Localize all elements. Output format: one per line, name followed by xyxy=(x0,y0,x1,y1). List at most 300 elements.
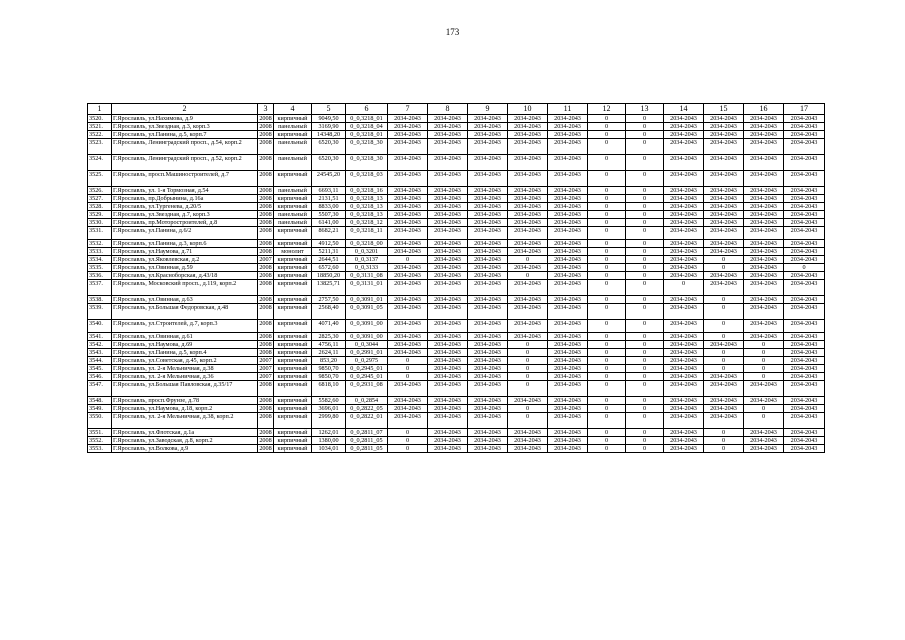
table-cell: 0 xyxy=(388,357,428,365)
table-cell: 2034-2043 xyxy=(468,240,508,248)
table-cell: 0 xyxy=(744,373,784,381)
address-cell: Г.Ярославль, ул.Наумова, д.71 xyxy=(112,248,258,256)
table-cell: 0 xyxy=(704,365,744,373)
table-cell: 2034-2043 xyxy=(508,131,548,139)
table-cell: 6572,60 xyxy=(312,264,346,272)
table-cell: 2034-2043 xyxy=(704,131,744,139)
table-row xyxy=(88,445,825,453)
table-row xyxy=(88,373,825,381)
address-cell: Г.Ярославль, ул.Тургенева, д.20/5 xyxy=(112,203,258,211)
table-cell: 2034-2043 xyxy=(664,272,704,280)
table-cell: 2034-2043 xyxy=(508,264,548,272)
table-cell: 2034-2043 xyxy=(664,296,704,304)
table-cell: 2034-2043 xyxy=(468,373,508,381)
table-cell: 0 xyxy=(588,381,626,397)
address-cell: Г.Ярославль, ул.Заводская, д.8, корп.2 xyxy=(112,437,258,445)
column-header: 10 xyxy=(508,104,548,115)
table-cell: 853,20 xyxy=(312,357,346,365)
table-cell: кирпичный xyxy=(274,445,312,453)
table-cell: 0 xyxy=(588,187,626,195)
address-cell: Г.Ярославль, ул.Волкова, д.9 xyxy=(112,445,258,453)
table-cell: 2034-2043 xyxy=(784,365,825,373)
table-cell: 2034-2043 xyxy=(428,373,468,381)
address-cell: Г.Ярославль, просп.Машиностроителей, д.7 xyxy=(112,171,258,187)
table-cell: 2034-2043 xyxy=(508,333,548,341)
table-cell: 0 xyxy=(626,264,664,272)
table-cell: 2034-2043 xyxy=(664,429,704,437)
table-cell: 0_0,3218_13 xyxy=(346,195,388,203)
table-cell: 0 xyxy=(508,413,548,429)
table-cell: 0 xyxy=(626,248,664,256)
table-cell: 0 xyxy=(588,429,626,437)
address-cell: Г.Ярославль, Ленинградский просп., д.54, корп.2 xyxy=(112,139,258,155)
table-cell: 2034-2043 xyxy=(508,304,548,320)
table-cell: 2034-2043 xyxy=(468,296,508,304)
table-cell: 2034-2043 xyxy=(664,413,704,429)
table-row xyxy=(88,155,825,171)
table-cell: 0 xyxy=(588,131,626,139)
table-cell: 2034-2043 xyxy=(468,437,508,445)
table-cell: 2034-2043 xyxy=(784,187,825,195)
table-cell: 0 xyxy=(626,131,664,139)
table-cell: 2034-2043 xyxy=(548,304,588,320)
table-cell: кирпичный xyxy=(274,296,312,304)
table-cell: 3524. xyxy=(88,155,112,171)
table-cell: 2034-2043 xyxy=(388,203,428,211)
table-cell: 2034-2043 xyxy=(784,227,825,240)
table-cell: 3530. xyxy=(88,219,112,227)
table-row xyxy=(88,381,825,397)
table-cell: 2034-2043 xyxy=(508,171,548,187)
table-cell: 2034-2043 xyxy=(468,264,508,272)
table-cell: 2034-2043 xyxy=(468,203,508,211)
table-cell: 2034-2043 xyxy=(468,115,508,123)
table-cell: 2034-2043 xyxy=(704,240,744,248)
table-cell: 2034-2043 xyxy=(704,187,744,195)
table-cell: 2131,51 xyxy=(312,195,346,203)
table-cell: 0 xyxy=(664,280,704,296)
table-cell: 2034-2043 xyxy=(428,123,468,131)
table-cell: 2034-2043 xyxy=(428,320,468,333)
table-cell: 2034-2043 xyxy=(664,437,704,445)
table-cell: 2034-2043 xyxy=(468,171,508,187)
table-cell: 2008 xyxy=(259,211,272,218)
table-cell: 3535. xyxy=(88,264,112,272)
table-cell: 2034-2043 xyxy=(428,171,468,187)
table-cell: 2034-2043 xyxy=(548,264,588,272)
table-cell: 2034-2043 xyxy=(664,405,704,413)
table-cell: 3531. xyxy=(88,227,112,240)
table-cell: 2034-2043 xyxy=(388,219,428,227)
table-cell: 2034-2043 xyxy=(428,365,468,373)
table-row xyxy=(88,115,825,123)
table-cell: 2034-2043 xyxy=(468,123,508,131)
table-cell: 0 xyxy=(744,413,784,429)
table-cell: 2034-2043 xyxy=(388,381,428,397)
table-cell: 0_0,3218_12 xyxy=(346,219,388,227)
table-cell: 2034-2043 xyxy=(388,272,428,280)
table-cell: 18850,20 xyxy=(312,272,346,280)
table-cell: 0 xyxy=(588,211,626,219)
table-cell: 0_0,3218_11 xyxy=(346,227,388,240)
table-cell: 2034-2043 xyxy=(784,333,825,341)
table-cell: 2034-2043 xyxy=(548,155,588,171)
table-cell: 2034-2043 xyxy=(468,405,508,413)
table-cell: 2034-2043 xyxy=(508,139,548,155)
table-cell: 2008 xyxy=(259,219,272,226)
table-cell: 2034-2043 xyxy=(664,445,704,453)
table-cell: 2007 xyxy=(259,365,272,372)
table-cell: 3529. xyxy=(88,211,112,219)
table-cell: кирпичный xyxy=(274,341,312,349)
table-cell: 2034-2043 xyxy=(388,296,428,304)
address-cell: Г.Ярославль, ул.Большая Федоровская, д.48 xyxy=(112,304,258,320)
table-cell: 2034-2043 xyxy=(704,115,744,123)
table-cell: 0 xyxy=(388,437,428,445)
table-cell: 0 xyxy=(626,405,664,413)
table-cell: 2008 xyxy=(259,115,272,122)
table-cell: 3542. xyxy=(88,341,112,349)
table-cell: 2034-2043 xyxy=(468,304,508,320)
table-cell: 0_0,3091_01 xyxy=(346,296,388,304)
table-cell: 2999,80 xyxy=(312,413,346,429)
table-cell: 3532. xyxy=(88,240,112,248)
table-cell: 0 xyxy=(588,195,626,203)
table-cell: 2034-2043 xyxy=(428,397,468,405)
table-cell: 2034-2043 xyxy=(784,131,825,139)
table-cell: 2034-2043 xyxy=(548,365,588,373)
address-cell: Г.Ярославль, ул. 2-я Мельничная, д.38, корп.2 xyxy=(112,413,258,429)
table-cell: 0 xyxy=(704,445,744,453)
table-cell: 3525. xyxy=(88,171,112,187)
table-row xyxy=(88,341,825,349)
table-cell: 2034-2043 xyxy=(664,381,704,397)
table-cell: 9850,70 xyxy=(312,373,346,381)
table-cell: 2008 xyxy=(258,155,274,171)
table-cell: 2034-2043 xyxy=(428,357,468,365)
table-cell: 2034-2043 xyxy=(428,280,468,296)
table-cell: 0 xyxy=(588,155,626,171)
table-cell: 2034-2043 xyxy=(744,211,784,219)
table-cell: 2034-2043 xyxy=(548,219,588,227)
table-cell: 3534. xyxy=(88,256,112,264)
table-cell: 0 xyxy=(508,272,548,280)
address-cell: Г.Ярославль, ул.Панина, д.3, корп.6 xyxy=(112,240,258,248)
table-cell: 2034-2043 xyxy=(744,264,784,272)
table-cell: кирпичный xyxy=(274,357,312,365)
table-cell: 2034-2043 xyxy=(508,296,548,304)
table-cell: 2034-2043 xyxy=(468,341,508,349)
table-cell: 2034-2043 xyxy=(428,413,468,429)
table-cell: 2034-2043 xyxy=(784,195,825,203)
table-cell: 0_0,3044 xyxy=(346,341,388,349)
table-cell: 2034-2043 xyxy=(664,139,704,155)
table-cell: 2034-2043 xyxy=(784,139,825,155)
table-cell: 2034-2043 xyxy=(744,219,784,227)
table-cell: 0 xyxy=(626,123,664,131)
table-cell: кирпичный xyxy=(274,405,312,413)
table-cell: 2034-2043 xyxy=(744,280,784,296)
table-cell: 2034-2043 xyxy=(548,248,588,256)
table-cell: 0_0,3218_30 xyxy=(346,139,388,155)
table-cell: 2034-2043 xyxy=(548,123,588,131)
table-row xyxy=(88,123,825,131)
table-cell: 2034-2043 xyxy=(548,256,588,264)
table-cell: 2034-2043 xyxy=(548,341,588,349)
table-row xyxy=(88,357,825,365)
table-cell: 2034-2043 xyxy=(428,155,468,171)
address-cell: Г.Ярославль, ул.Флотская, д.1а xyxy=(112,429,258,437)
table-cell: 2008 xyxy=(258,381,274,397)
table-cell: 0 xyxy=(588,227,626,240)
table-cell: 3526. xyxy=(88,187,112,195)
table-cell: 4912,50 xyxy=(312,240,346,248)
table-cell: 2034-2043 xyxy=(548,272,588,280)
address-cell: Г.Ярославль, ул.Овинная, д.59 xyxy=(112,264,258,272)
table-cell: 2008 xyxy=(259,248,272,255)
table-cell: 2034-2043 xyxy=(704,211,744,219)
table-cell: 2034-2043 xyxy=(784,445,825,453)
table-cell: 2034-2043 xyxy=(784,349,825,357)
table-cell: 0 xyxy=(626,203,664,211)
table-cell: 2034-2043 xyxy=(664,333,704,341)
address-cell: Г.Ярославль, пр.Моторостроителей, д.8 xyxy=(112,219,258,227)
column-header: 15 xyxy=(704,104,744,115)
table-cell: 0_0,2811_07 xyxy=(346,429,388,437)
table-cell: 2034-2043 xyxy=(548,280,588,296)
table-cell: 6693,11 xyxy=(312,187,346,195)
table-cell: 0_0,2811_05 xyxy=(346,445,388,453)
table-cell: 2034-2043 xyxy=(468,219,508,227)
table-cell: 0 xyxy=(388,256,428,264)
column-header: 2 xyxy=(112,104,258,115)
table-cell: 2008 xyxy=(258,139,274,155)
table-cell: 2034-2043 xyxy=(388,195,428,203)
table-cell: 0 xyxy=(588,320,626,333)
address-cell: Г.Ярославль, ул.Панина, д.5, корп.7 xyxy=(112,131,258,139)
table-cell: 2034-2043 xyxy=(508,123,548,131)
table-cell: 2008 xyxy=(259,429,272,436)
table-cell: 0_0,3218_03 xyxy=(346,171,388,187)
table-cell: панельный xyxy=(274,187,312,195)
table-cell: 2034-2043 xyxy=(704,203,744,211)
table-cell: 3539. xyxy=(88,304,112,320)
table-cell: 2034-2043 xyxy=(388,333,428,341)
table-cell: 0_0,3137 xyxy=(346,256,388,264)
table-cell: 2034-2043 xyxy=(664,131,704,139)
table-cell: 0_0,3091_00 xyxy=(346,320,388,333)
address-cell: Г.Ярославль, ул.Овинная, д.63 xyxy=(112,296,258,304)
table-cell: 0 xyxy=(704,333,744,341)
table-cell: 2034-2043 xyxy=(428,333,468,341)
table-cell: кирпичный xyxy=(274,115,312,123)
table-cell: 0 xyxy=(588,115,626,123)
table-cell: кирпичный xyxy=(274,280,312,296)
table-cell: кирпичный xyxy=(274,397,312,405)
table-cell: 3541. xyxy=(88,333,112,341)
table-cell: 0 xyxy=(588,171,626,187)
table-cell: 2034-2043 xyxy=(784,413,825,429)
table-cell: 2034-2043 xyxy=(388,397,428,405)
table-cell: 3546. xyxy=(88,373,112,381)
table-cell: 2034-2043 xyxy=(704,171,744,187)
table-cell: 0 xyxy=(626,211,664,219)
table-cell: 0 xyxy=(784,264,825,272)
table-cell: 2034-2043 xyxy=(784,357,825,365)
table-cell: 2034-2043 xyxy=(744,320,784,333)
table-cell: 2034-2043 xyxy=(388,248,428,256)
table-cell: 2034-2043 xyxy=(468,187,508,195)
table-cell: 2034-2043 xyxy=(468,195,508,203)
table-cell: 2034-2043 xyxy=(468,280,508,296)
table-cell: 2034-2043 xyxy=(784,203,825,211)
table-cell: 2034-2043 xyxy=(704,155,744,171)
table-cell: 2034-2043 xyxy=(664,187,704,195)
table-cell: 2034-2043 xyxy=(664,373,704,381)
table-cell: 0 xyxy=(626,381,664,397)
table-cell: 2034-2043 xyxy=(468,397,508,405)
table-cell: панельный xyxy=(274,123,312,131)
table-cell: 2008 xyxy=(259,195,272,202)
table-cell: кирпичный xyxy=(274,429,312,437)
table-row xyxy=(88,187,825,195)
table-row xyxy=(88,280,825,296)
table-cell: 2008 xyxy=(259,187,272,194)
table-cell: 2034-2043 xyxy=(784,123,825,131)
table-cell: кирпичный xyxy=(274,381,312,397)
table-cell: 2034-2043 xyxy=(468,139,508,155)
table-cell: 0 xyxy=(588,373,626,381)
table-cell: 2034-2043 xyxy=(704,373,744,381)
table-cell: 0 xyxy=(588,397,626,405)
table-cell: 3544. xyxy=(88,357,112,365)
table-cell: 0 xyxy=(588,405,626,413)
table-cell: 2034-2043 xyxy=(704,280,744,296)
table-cell: 1380,00 xyxy=(312,437,346,445)
table-cell: 0 xyxy=(588,248,626,256)
table-cell: 2034-2043 xyxy=(388,139,428,155)
table-cell: 6141,00 xyxy=(312,219,346,227)
table-cell: 2008 xyxy=(259,397,272,404)
table-cell: 2034-2043 xyxy=(744,437,784,445)
table-cell: 2034-2043 xyxy=(704,219,744,227)
table-cell: 2034-2043 xyxy=(744,195,784,203)
table-cell: 2008 xyxy=(259,203,272,210)
table-cell: 2008 xyxy=(259,333,272,340)
table-cell: 2034-2043 xyxy=(428,272,468,280)
column-header: 8 xyxy=(428,104,468,115)
table-cell: 3553. xyxy=(88,445,112,453)
table-cell: 0_0,3218_04 xyxy=(346,123,388,131)
table-cell: 2034-2043 xyxy=(468,333,508,341)
table-cell: 2008 xyxy=(259,437,272,444)
address-cell: Г.Ярославль, ул.Панина, д.5, корп.4 xyxy=(112,349,258,357)
table-cell: 2008 xyxy=(258,413,274,429)
table-cell: 2034-2043 xyxy=(548,139,588,155)
address-cell: Г.Ярославль, ул.Звездная, д.3, корп.3 xyxy=(112,123,258,131)
table-cell: 2034-2043 xyxy=(468,211,508,219)
table-cell: 2034-2043 xyxy=(428,304,468,320)
table-cell: 2034-2043 xyxy=(704,195,744,203)
table-cell: 0 xyxy=(588,272,626,280)
table-cell: 2034-2043 xyxy=(784,219,825,227)
table-cell: 2034-2043 xyxy=(548,115,588,123)
table-cell: 2034-2043 xyxy=(428,131,468,139)
table-cell: 2034-2043 xyxy=(744,131,784,139)
table-cell: 2034-2043 xyxy=(548,187,588,195)
table-cell: 2034-2043 xyxy=(664,320,704,333)
table-row xyxy=(88,296,825,304)
table-cell: 2034-2043 xyxy=(548,381,588,397)
table-cell: 0 xyxy=(626,227,664,240)
table-cell: 2034-2043 xyxy=(744,248,784,256)
table-cell: 0 xyxy=(626,272,664,280)
table-cell: 2034-2043 xyxy=(388,227,428,240)
table-cell: кирпичный xyxy=(274,171,312,187)
table-cell: 2034-2043 xyxy=(548,320,588,333)
table-cell: кирпичный xyxy=(274,333,312,341)
table-cell: 1034,01 xyxy=(312,445,346,453)
table-cell: кирпичный xyxy=(274,272,312,280)
table-row xyxy=(88,256,825,264)
table-cell: 0 xyxy=(588,296,626,304)
table-row xyxy=(88,227,825,240)
table-cell: кирпичный xyxy=(274,373,312,381)
table-cell: 2034-2043 xyxy=(664,248,704,256)
table-cell: 2034-2043 xyxy=(744,445,784,453)
table-cell: 0 xyxy=(508,405,548,413)
column-header: 13 xyxy=(626,104,664,115)
table-cell: 2034-2043 xyxy=(548,445,588,453)
address-cell: Г.Ярославль, ул. 2-я Мельничная, д.38 xyxy=(112,365,258,373)
table-cell: 0 xyxy=(508,357,548,365)
table-cell: 0 xyxy=(626,155,664,171)
address-cell: Г.Ярославль, ул.Строителей, д.7, корп.3 xyxy=(112,320,258,333)
table-cell: 0 xyxy=(626,296,664,304)
table-cell: 2034-2043 xyxy=(508,155,548,171)
table-cell: 0_0,3218_01 xyxy=(346,131,388,139)
table-cell: 3536. xyxy=(88,272,112,280)
table-cell: 0 xyxy=(704,320,744,333)
table-cell: 2034-2043 xyxy=(744,227,784,240)
table-cell: 13825,71 xyxy=(312,280,346,296)
column-header: 17 xyxy=(784,104,825,115)
table-cell: 2034-2043 xyxy=(548,333,588,341)
table-row xyxy=(88,203,825,211)
table-cell: 2034-2043 xyxy=(744,333,784,341)
table-cell: 2034-2043 xyxy=(664,227,704,240)
table-cell: кирпичный xyxy=(274,304,312,320)
address-cell: Г.Ярославль, ул.Панина, д.6/2 xyxy=(112,227,258,240)
table-cell: 0 xyxy=(626,195,664,203)
table-cell: 2034-2043 xyxy=(428,139,468,155)
table-cell: 2034-2043 xyxy=(428,219,468,227)
table-row xyxy=(88,349,825,357)
table-cell: 2034-2043 xyxy=(508,115,548,123)
table-cell: 2034-2043 xyxy=(388,155,428,171)
table-cell: 2034-2043 xyxy=(548,413,588,429)
table-cell: 0 xyxy=(626,139,664,155)
table-cell: 2008 xyxy=(259,296,272,303)
table-cell: 2034-2043 xyxy=(664,365,704,373)
table-cell: 2034-2043 xyxy=(744,123,784,131)
table-row xyxy=(88,240,825,248)
table-cell: 2034-2043 xyxy=(548,397,588,405)
table-cell: 2034-2043 xyxy=(548,131,588,139)
table-cell: 0 xyxy=(704,429,744,437)
table-cell: 0_0,3218_00 xyxy=(346,240,388,248)
table-cell: 2034-2043 xyxy=(664,304,704,320)
